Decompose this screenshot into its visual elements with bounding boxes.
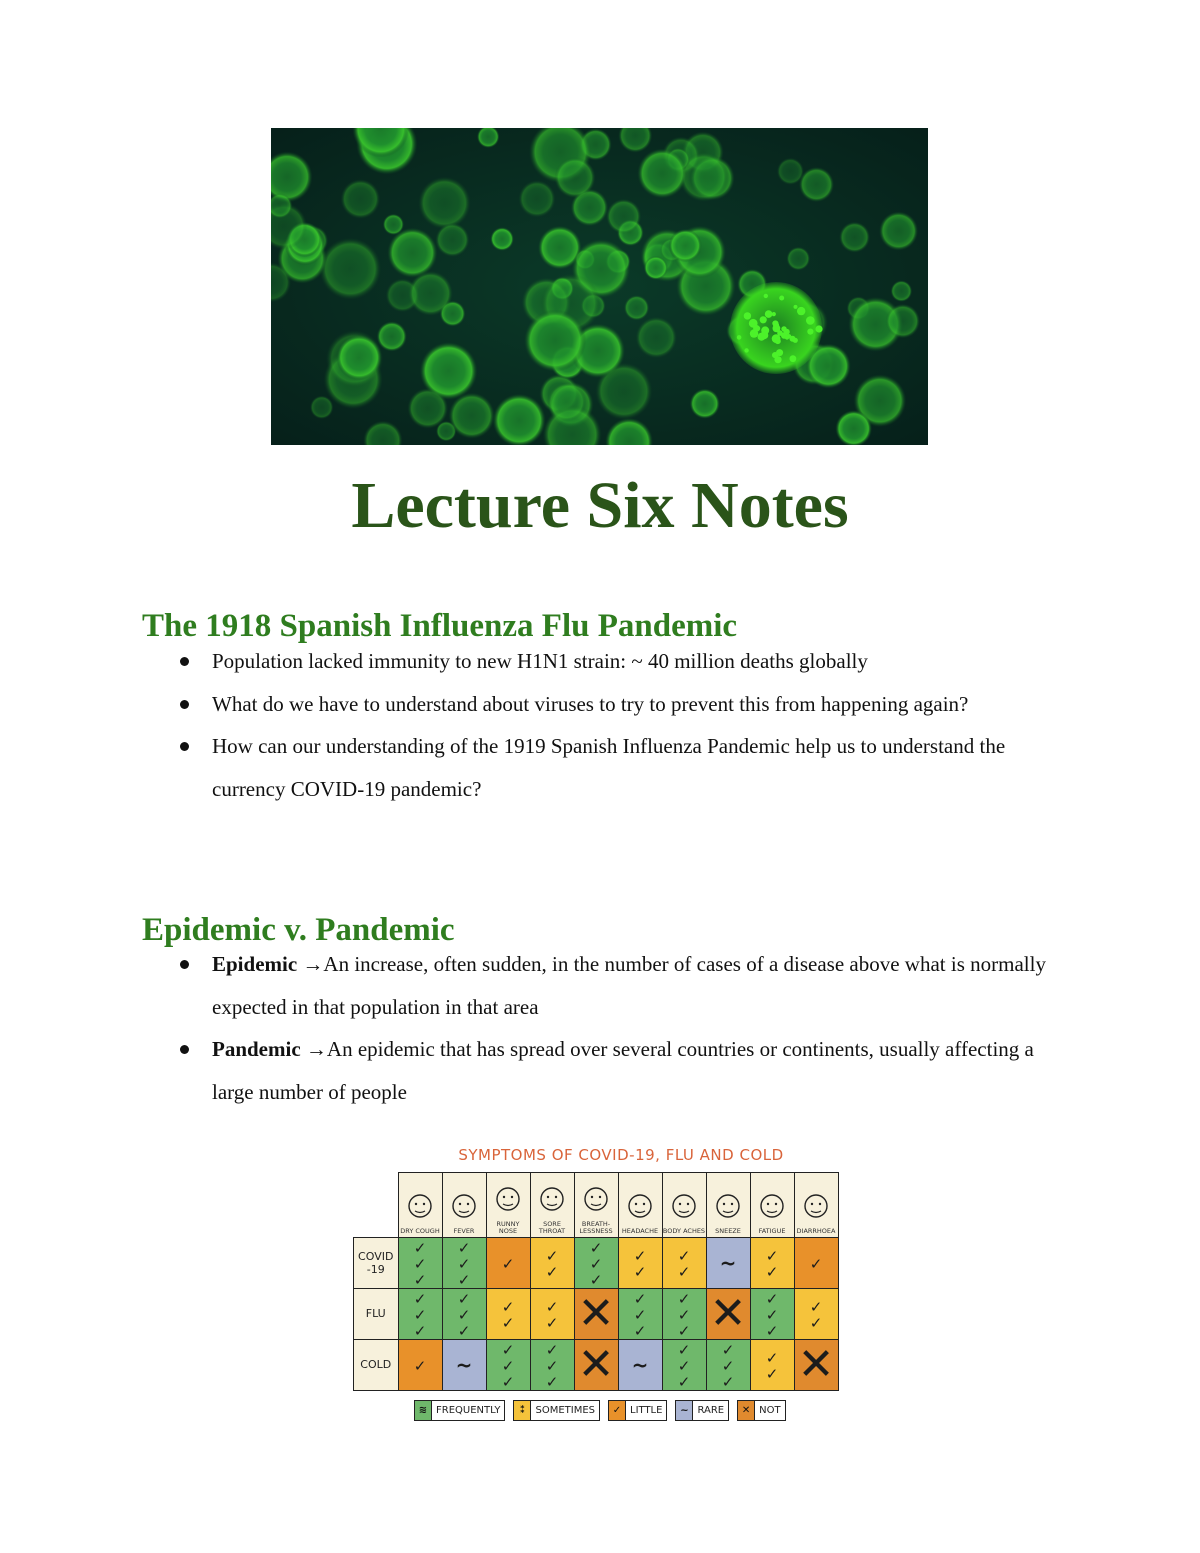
legend-swatch: ✕ [738,1401,755,1420]
legend-swatch: ⁑ [514,1401,531,1420]
row-label: COVID -19 [354,1237,399,1288]
coronavirus-icon [730,282,823,374]
fatigue-icon [751,1192,794,1226]
symptom-cell-frequently [530,1339,574,1390]
cell-mark: ✓ ✓ ✓ [545,1340,559,1391]
symptom-cell-frequently [706,1339,750,1390]
cell-mark: ✓ ✓ [809,1297,823,1332]
symptom-cell-sometimes [750,1237,794,1288]
symptom-cell-frequently [618,1288,662,1339]
column-label: HEADACHE [621,1226,659,1235]
column-header [574,1173,618,1238]
cell-mark: ✓ ✓ ✓ [589,1238,603,1289]
symptom-cell-sometimes [486,1288,530,1339]
term-epidemic: Epidemic [212,952,298,976]
chart-legend [414,1400,786,1422]
legend-label: LITTLE [626,1401,666,1420]
legend-item-not [737,1400,785,1421]
column-header [794,1173,838,1238]
bullet-text: How can our understanding of the 1919 Spanish Influenza Pandemic help us to understand the currency COVID-19 pandemic? [212,734,1006,801]
cell-mark: ✓ ✓ ✓ [457,1289,471,1340]
symptom-cell-little [398,1339,442,1390]
cell-mark: ✕ [577,1287,615,1339]
cell-mark: ✓ ✓ ✓ [677,1289,691,1340]
page-title: Lecture Six Notes [351,469,849,542]
virus-hero-image [271,128,928,445]
symptom-cell-not [574,1288,618,1339]
cell-mark: ✕ [577,1338,615,1390]
cell-mark: ✓ ✓ ✓ [721,1340,735,1391]
column-label: BREATH-LESSNESS [579,1219,613,1235]
cell-mark: ✓ ✓ [633,1246,647,1281]
cell-mark: ✕ [709,1287,747,1339]
cell-mark: ✓ ✓ [501,1297,515,1332]
column-label: SNEEZE [715,1226,741,1235]
symptom-cell-frequently [574,1237,618,1288]
list-item [142,640,1062,683]
cell-mark: ✓ ✓ [765,1246,779,1281]
cell-mark: ✓ ✓ ✓ [765,1289,779,1340]
symptom-cell-frequently [442,1237,486,1288]
column-header [618,1173,662,1238]
nose-icon [487,1185,530,1219]
symptom-cell-not [574,1339,618,1390]
table-row [354,1288,839,1339]
column-label: RUNNY NOSE [496,1219,520,1235]
symptom-cell-sometimes [794,1288,838,1339]
leg-icon [663,1192,706,1226]
symptom-table [353,1172,839,1391]
cell-mark: ✓ ✓ [765,1348,779,1383]
column-label: BODY ACHES [662,1226,706,1235]
symptom-cell-sometimes [750,1339,794,1390]
column-header [662,1173,706,1238]
cell-mark: ✓ ✓ [545,1246,559,1281]
legend-item-frequently [414,1400,505,1421]
cough-icon [399,1192,442,1226]
symptom-cell-frequently [398,1288,442,1339]
cell-mark: ~ [631,1352,649,1377]
legend-item-sometimes [513,1400,600,1421]
symptom-cell-sometimes [662,1237,706,1288]
column-header [486,1173,530,1238]
table-row [354,1339,839,1390]
symptom-cell-frequently [750,1288,794,1339]
section-heading-spanish-flu: The 1918 Spanish Influenza Flu Pandemic [142,608,738,644]
column-label: FEVER [453,1226,475,1235]
cell-mark: ~ [455,1352,473,1377]
legend-swatch: ≋ [415,1401,432,1420]
bullet-text: What do we have to understand about viruses to try to prevent this from happening again? [212,691,969,716]
cell-mark: ✓ ✓ [677,1246,691,1281]
epidemic-bullet-list [142,943,1062,1113]
table-header-row [354,1173,839,1238]
column-label: FATIGUE [758,1226,786,1235]
section-heading-epidemic-pandemic: Epidemic v. Pandemic [142,912,455,948]
cell-mark: ✓ [413,1356,427,1375]
row-label: COLD [354,1339,399,1390]
legend-item-little [608,1400,667,1421]
sneeze-icon [707,1192,750,1226]
cell-mark: ✓ ✓ ✓ [413,1289,427,1340]
cell-mark: ✓ ✓ [545,1297,559,1332]
spanish-flu-bullet-list [142,640,1062,810]
column-label: DRY COUGH [400,1226,440,1235]
column-header [398,1173,442,1238]
column-header [706,1173,750,1238]
column-label: SORE THROAT [538,1219,566,1235]
toilet-roll-icon [795,1192,838,1226]
symptom-cell-rare [618,1339,662,1390]
cell-mark: ✓ [501,1254,515,1273]
chart-title: SYMPTOMS OF COVID-19, FLU AND COLD [458,1146,784,1164]
symptom-cell-frequently [398,1237,442,1288]
cell-mark: ✓ ✓ ✓ [633,1289,647,1340]
legend-item-rare [675,1400,729,1421]
list-item [142,725,1062,810]
column-label: DIARRHOEA [796,1226,836,1235]
symptom-cell-not [706,1288,750,1339]
legend-label: RARE [693,1401,728,1420]
legend-label: SOMETIMES [531,1401,599,1420]
symptom-cell-sometimes [530,1237,574,1288]
brain-icon [619,1192,662,1226]
cell-mark: ✓ ✓ ✓ [501,1340,515,1391]
cell-mark: ✓ ✓ ✓ [457,1238,471,1289]
cell-mark: ✓ [809,1254,823,1273]
breath-icon [575,1185,618,1219]
bullet-text: Population lacked immunity to new H1N1 strain: ~ 40 million deaths globally [212,649,868,673]
cell-mark: ✓ ✓ ✓ [677,1340,691,1391]
table-row [354,1237,839,1288]
legend-swatch: ~ [676,1401,693,1420]
symptom-cell-rare [706,1237,750,1288]
symptom-cell-sometimes [530,1288,574,1339]
definition-text: →An increase, often sudden, in the number of cases of a disease above what is normally expected in that population in that area [212,952,1046,1019]
symptom-cell-frequently [662,1288,706,1339]
symptom-cell-not [794,1339,838,1390]
term-pandemic: Pandemic [212,1037,301,1061]
table-corner [354,1173,399,1238]
symptom-cell-sometimes [618,1237,662,1288]
row-label: FLU [354,1288,399,1339]
legend-label: NOT [755,1401,784,1420]
definition-text: →An epidemic that has spread over several countries or continents, usually affecting a large number of people [212,1037,1034,1104]
list-item [142,943,1062,1028]
list-item [142,683,1062,726]
legend-swatch: ✓ [609,1401,626,1420]
fever-icon [443,1192,486,1226]
throat-icon [531,1185,574,1219]
table-body [354,1237,839,1390]
symptom-cell-little [486,1237,530,1288]
list-item [142,1028,1062,1113]
column-header [530,1173,574,1238]
symptom-cell-little [794,1237,838,1288]
column-header [750,1173,794,1238]
symptom-cell-rare [442,1339,486,1390]
column-header [442,1173,486,1238]
symptom-cell-frequently [662,1339,706,1390]
cell-mark: ~ [719,1250,737,1275]
cell-mark: ✓ ✓ ✓ [413,1238,427,1289]
symptom-cell-frequently [442,1288,486,1339]
legend-label: FREQUENTLY [432,1401,504,1420]
symptom-cell-frequently [486,1339,530,1390]
cell-mark: ✕ [797,1338,835,1390]
